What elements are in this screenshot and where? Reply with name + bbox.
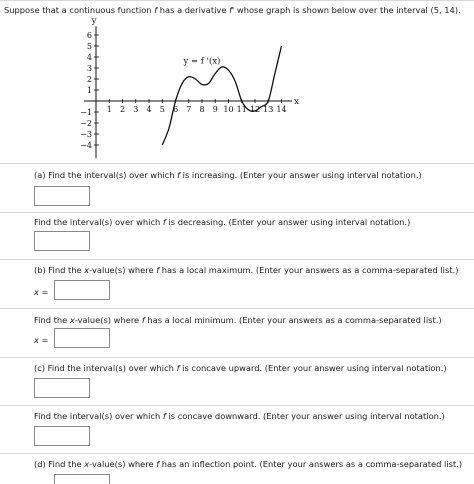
qa2-rest: is decreasing. (Enter your answer using interval notation.) [165, 217, 411, 227]
divider [0, 259, 474, 260]
x-equals-label [34, 335, 49, 346]
x-tick-label: 14 [276, 105, 287, 114]
question-b-local-min [34, 315, 442, 326]
x-var: x [34, 287, 39, 297]
tick-labels [80, 31, 286, 150]
y-axis-label: y [91, 16, 97, 27]
qa2-text: Find the interval(s) over which [34, 217, 163, 227]
divider [0, 405, 474, 406]
qa-rest: is increasing. (Enter your answer using interval notation.) [180, 170, 422, 180]
tick-marks [94, 35, 282, 145]
qb2-mid: -value(s) where [74, 315, 142, 325]
qd-x: x [84, 459, 90, 469]
qd-rest: has an inflection point. (Enter your answers as a comma-separated list.) [159, 459, 463, 469]
y-tick-label: −2 [80, 119, 92, 128]
x-tick-label: 13 [263, 105, 274, 114]
y-tick-label: −4 [80, 141, 92, 150]
y-tick-label: −1 [80, 108, 92, 117]
x-tick-label: 9 [212, 105, 218, 114]
x-var: x [34, 335, 39, 345]
x-tick-label: 2 [119, 105, 126, 114]
qa2-f: f [162, 217, 166, 227]
x-tick-label: 5 [159, 105, 165, 114]
derivative-graph [0, 0, 474, 165]
qc-rest: is concave upward. (Enter your answer using interval notation.) [179, 363, 447, 373]
concave-up-answer-input[interactable] [34, 378, 90, 398]
local-min-answer-input[interactable] [54, 328, 110, 348]
intro-f: f [154, 5, 158, 15]
y-tick-label: 2 [86, 75, 92, 84]
divider [0, 308, 474, 309]
y-tick-label: 3 [86, 64, 92, 73]
curve-label: y = f '(x) [183, 56, 221, 67]
derivative-curve [159, 46, 281, 145]
question-d-inflection [34, 459, 462, 470]
x-equals-label [34, 287, 49, 298]
x-tick-label: 4 [146, 105, 152, 114]
y-tick-label: 6 [86, 31, 92, 40]
concave-down-answer-input[interactable] [34, 426, 90, 446]
qb2-x: x [69, 315, 75, 325]
qd-text: (d) Find the [34, 459, 85, 469]
qb2-text: Find the [34, 315, 70, 325]
qc-f: f [176, 363, 180, 373]
question-b-local-max [34, 265, 458, 276]
x-axis-label: x [294, 97, 299, 107]
intro-text-1: Suppose that a continuous function [4, 5, 155, 15]
eq-sign: = [38, 335, 49, 345]
qc2-f: f [162, 411, 166, 421]
divider [0, 357, 474, 358]
decreasing-answer-input[interactable] [34, 231, 90, 251]
x-tick-label: 6 [172, 105, 179, 114]
qb-rest: has a local maximum. (Enter your answers as a comma-separated list.) [159, 265, 459, 275]
x-tick-label: 7 [186, 105, 192, 114]
qb2-f: f [141, 315, 145, 325]
qb2-rest: has a local minimum. (Enter your answers as a comma-separated list.) [144, 315, 442, 325]
x-tick-label: 3 [133, 105, 139, 114]
divider [0, 453, 474, 454]
qa-text: (a) Find the interval(s) over which [34, 170, 178, 180]
y-tick-label: 1 [86, 86, 92, 95]
inflection-answer-input[interactable] [54, 474, 110, 484]
qb-x: x [84, 265, 90, 275]
qb-mid: -value(s) where [89, 265, 157, 275]
intro-text-2: has a derivative [157, 5, 230, 15]
y-tick-label: 4 [86, 53, 92, 62]
intro-text-3: whose graph is shown below over the interval (5, 14). [234, 5, 461, 15]
y-tick-label: 5 [86, 42, 92, 51]
divider [0, 212, 474, 213]
qa-f: f [177, 170, 181, 180]
x-tick-label: 10 [223, 105, 234, 114]
question-a-increasing [34, 170, 422, 181]
qb-f: f [156, 265, 160, 275]
qc2-rest: is concave downward. (Enter your answer using interval notation.) [165, 411, 445, 421]
qc2-text: Find the interval(s) over which [34, 411, 163, 421]
divider [0, 163, 474, 164]
qd-f: f [156, 459, 160, 469]
increasing-answer-input[interactable] [34, 186, 90, 206]
axes [84, 26, 292, 158]
qb-text: (b) Find the [34, 265, 85, 275]
x-tick-label: 1 [106, 105, 112, 114]
y-tick-label: −3 [80, 130, 92, 139]
x-tick-label: 11 [236, 105, 247, 114]
question-c-concave-up [34, 363, 447, 374]
intro-fprime: f' [229, 5, 235, 15]
x-tick-label: 8 [199, 105, 205, 114]
x-tick-label: 12 [249, 105, 261, 114]
question-c-concave-down [34, 411, 445, 422]
local-max-answer-input[interactable] [54, 280, 110, 300]
qc-text: (c) Find the interval(s) over which [34, 363, 177, 373]
qd-mid: -value(s) where [89, 459, 157, 469]
question-a-decreasing [34, 217, 410, 228]
eq-sign: = [38, 287, 49, 297]
